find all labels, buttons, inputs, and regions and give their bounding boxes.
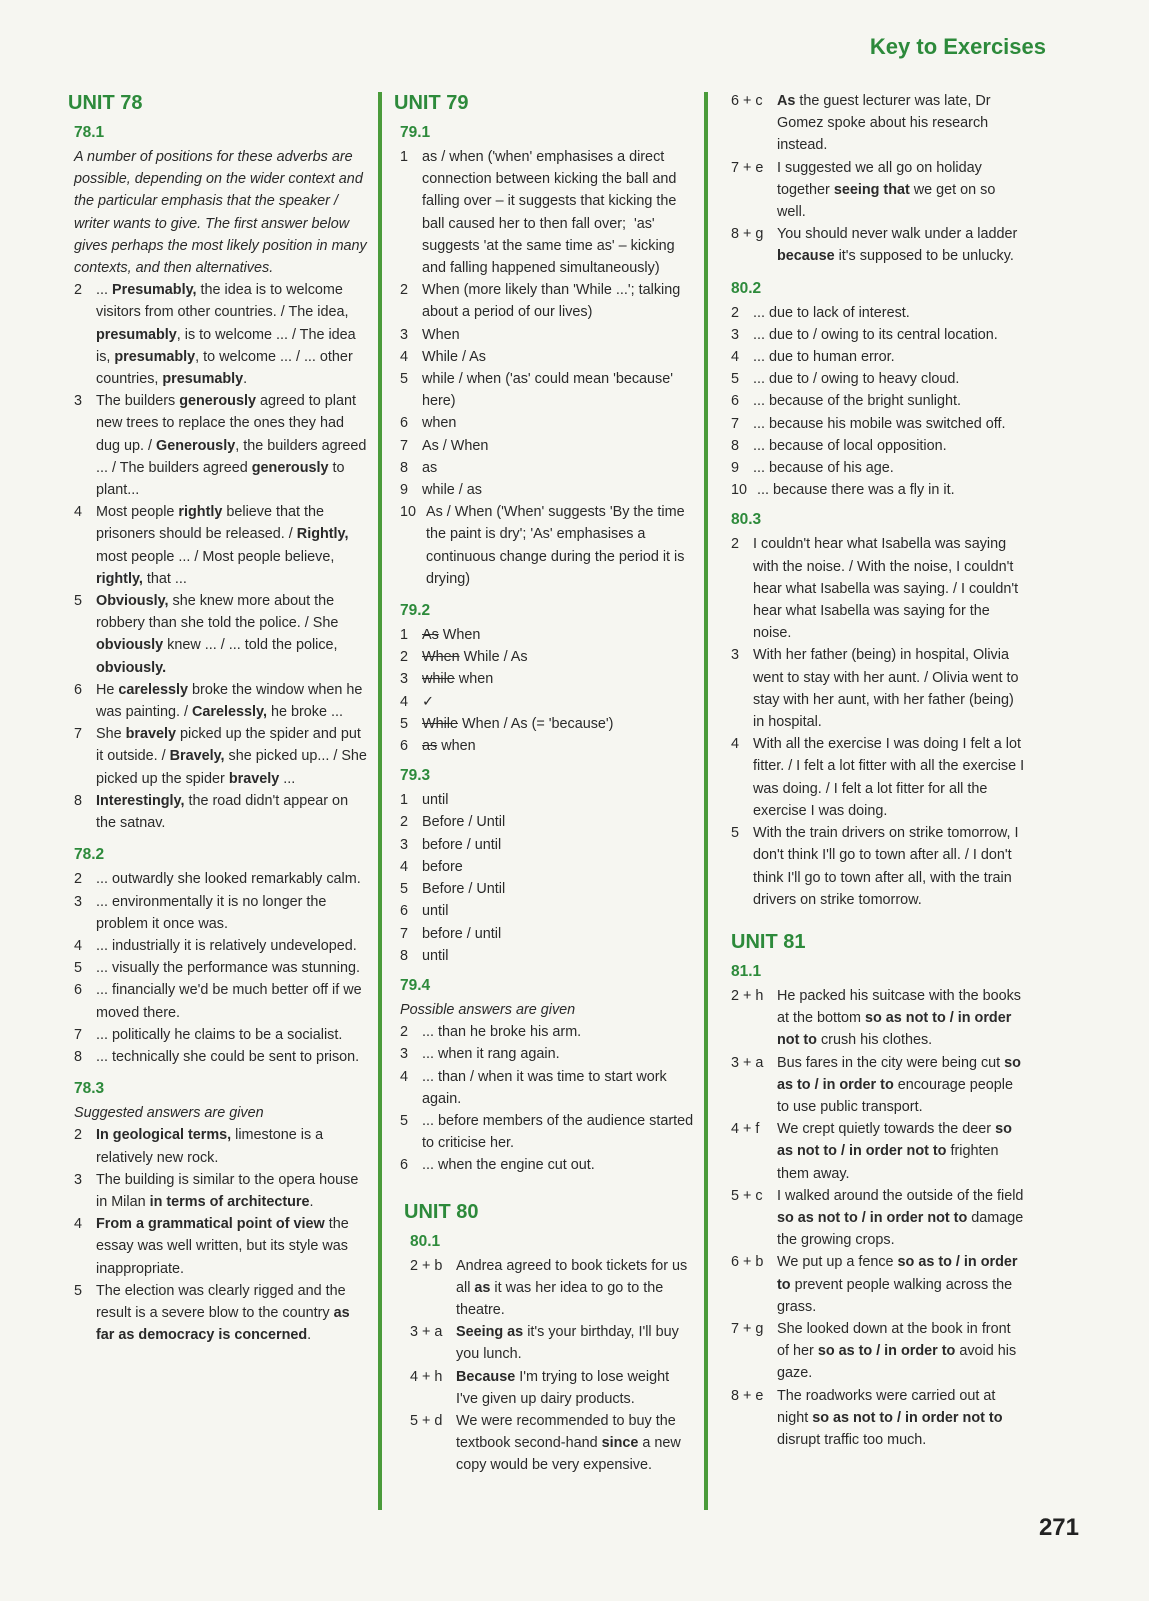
- answer-text: ... Presumably, the idea is to welcome visitors from other countries. / The idea, presumably, is to welcome ... / The idea is, presumably, to welcome ... / ... other countries, presumably.: [96, 282, 356, 388]
- answer-text: Obviously, she knew more about the robbery than she told the police. / She obviously knew ... / ... told the police, obviously.: [96, 593, 339, 676]
- answer-item: [74, 891, 368, 935]
- answer-item: [74, 979, 368, 1023]
- answer-number: 5: [731, 825, 740, 842]
- answer-number: 5: [74, 960, 83, 977]
- answer-item: [74, 390, 368, 501]
- answer-item: [731, 1318, 1025, 1385]
- answer-text: before: [422, 858, 463, 875]
- answer-number: 2: [400, 282, 409, 299]
- answer-item: [731, 302, 1025, 324]
- answer-text: ... due to / owing to heavy cloud.: [753, 371, 960, 388]
- answer-item: [74, 1213, 368, 1280]
- exercise-79-1-answers: [394, 146, 694, 590]
- exercise-79-2-answers: [394, 624, 694, 757]
- unit-79-title: UNIT 79: [394, 92, 469, 114]
- answer-number: 4: [74, 1216, 83, 1233]
- exercise-80-2-answers: [725, 302, 1025, 502]
- exercise-79-3-title: 79.3: [400, 767, 431, 785]
- answer-number: 8: [731, 437, 740, 454]
- answer-item: [400, 878, 694, 900]
- answer-number: 10: [400, 504, 417, 521]
- answer-text: The building is similar to the opera house in Milan in terms of architecture.: [96, 1171, 359, 1210]
- column-divider: [704, 92, 708, 1510]
- exercise-80-3-answers: [725, 533, 1025, 910]
- answer-item: [731, 1185, 1025, 1252]
- answer-item: [400, 668, 694, 690]
- answer-item: [731, 157, 1025, 224]
- exercise-80-1-title: 80.1: [410, 1232, 441, 1250]
- answer-text: As / When ('When' suggests 'By the time the paint is dry'; 'As' emphasises a continuous change during the period it is drying): [426, 504, 685, 587]
- answer-item: [74, 1046, 368, 1068]
- answer-number: 3: [400, 1046, 409, 1063]
- column-divider: [378, 92, 382, 1510]
- answer-item: [400, 1043, 694, 1065]
- answer-text: Before / Until: [422, 814, 506, 831]
- answer-text: ... industrially it is relatively undeveloped.: [96, 937, 357, 954]
- answer-text: until: [422, 947, 449, 964]
- answer-item: [731, 90, 1025, 157]
- answer-item: [731, 413, 1025, 435]
- answer-item: [731, 644, 1025, 733]
- answer-text: until: [422, 792, 449, 809]
- answer-item: [74, 590, 368, 679]
- answer-number: 7: [74, 1026, 83, 1043]
- exercise-81-1-title: 81.1: [731, 962, 762, 980]
- answer-item: [731, 1118, 1025, 1185]
- answer-item: [74, 1024, 368, 1046]
- answer-item: [731, 346, 1025, 368]
- answer-number: 2: [74, 871, 83, 888]
- answer-text: In geological terms, limestone is a relatively new rock.: [96, 1127, 324, 1166]
- answer-number: 5: [731, 371, 740, 388]
- answer-text: We crept quietly towards the deer so as not to / in order not to frighten them away.: [777, 1121, 1012, 1182]
- answer-number: 3: [731, 647, 740, 664]
- answer-text: I walked around the outside of the field so as not to / in order not to damage the growing crops.: [777, 1187, 1024, 1249]
- answer-text: before / until: [422, 836, 502, 853]
- answer-number: 5: [74, 1282, 83, 1299]
- answer-number: 7 + e: [731, 159, 764, 176]
- answer-item: [400, 457, 694, 479]
- answer-number: 2 + h: [731, 987, 764, 1004]
- answer-number: 8: [400, 459, 409, 476]
- exercise-78-2-title: 78.2: [74, 846, 105, 864]
- answer-number: 4 + h: [410, 1368, 443, 1385]
- answer-text: ... due to / owing to its central location.: [753, 326, 998, 343]
- answer-item: [400, 646, 694, 668]
- answer-text: before / until: [422, 925, 502, 942]
- exercise-81-1-answers: [725, 985, 1025, 1451]
- answer-number: 8 + e: [731, 1387, 764, 1404]
- answer-text: We were recommended to buy the textbook second-hand since a new copy would be very expensive.: [456, 1412, 681, 1474]
- answer-number: 5: [400, 371, 409, 388]
- answer-item: [731, 368, 1025, 390]
- exercise-79-4-title: 79.4: [400, 976, 431, 994]
- answer-text: ✓: [422, 693, 435, 710]
- answer-text: as: [422, 459, 438, 476]
- exercise-79-2-title: 79.2: [400, 602, 431, 620]
- answer-item: [400, 368, 694, 412]
- exercise-78-1-title: 78.1: [74, 124, 105, 141]
- answer-number: 6: [731, 393, 740, 410]
- answer-number: 10: [731, 482, 748, 499]
- answer-text: She looked down at the book in front of her so as to / in order to avoid his gaze.: [777, 1320, 1017, 1382]
- answer-number: 9: [731, 460, 740, 477]
- answer-item: [400, 811, 694, 833]
- answer-text: ... financially we'd be much better off if we moved there.: [96, 982, 362, 1021]
- column-3: [725, 90, 1025, 1451]
- answer-item: [74, 679, 368, 723]
- answer-text: when: [422, 415, 457, 432]
- answer-text: With all the exercise I was doing I felt a lot fitter. / I felt a lot fitter with all the exercise I was doing. / I felt a lot fitter for all the exercise I was doing.: [753, 736, 1025, 819]
- answer-text: ... because of the bright sunlight.: [753, 393, 961, 410]
- answer-text: ... before members of the audience started to criticise her.: [422, 1112, 694, 1152]
- answer-item: [731, 733, 1025, 822]
- answer-number: 9: [400, 482, 409, 499]
- answer-item: [400, 1154, 694, 1176]
- answer-text: Because I'm trying to lose weight I've given up dairy products.: [456, 1368, 670, 1407]
- answer-text: As When: [422, 627, 481, 644]
- answer-item: [410, 1410, 694, 1477]
- answer-number: 2: [400, 1024, 409, 1041]
- answer-number: 6: [74, 982, 83, 999]
- answer-number: 4: [400, 348, 409, 365]
- answer-number: 2 + b: [410, 1257, 443, 1274]
- answer-number: 6: [74, 681, 83, 698]
- answer-number: 8: [74, 792, 83, 809]
- answer-text: As / When: [422, 437, 489, 454]
- answer-text: while / when ('as' could mean 'because' here): [422, 371, 673, 410]
- answer-item: [400, 1110, 694, 1154]
- answer-item: [400, 789, 694, 811]
- answer-item: [400, 479, 694, 501]
- answer-text: As the guest lecturer was late, Dr Gomez spoke about his research instead.: [777, 93, 991, 154]
- answer-number: 4: [731, 349, 740, 366]
- answer-text: We put up a fence so as to / in order to prevent people walking across the grass.: [777, 1254, 1018, 1315]
- answer-text: as when: [422, 738, 476, 755]
- answer-number: 8 + g: [731, 226, 764, 243]
- answer-text: ... than he broke his arm.: [422, 1024, 582, 1041]
- unit-78-title: UNIT 78: [68, 92, 143, 114]
- answer-text: ... because his mobile was switched off.: [753, 415, 1006, 432]
- answer-number: 3 + a: [731, 1054, 764, 1071]
- answer-item: [400, 1066, 694, 1110]
- answer-item: [731, 223, 1025, 267]
- answer-text: while when: [422, 671, 494, 688]
- answer-text: Seeing as it's your birthday, I'll buy you lunch.: [456, 1324, 679, 1363]
- exercise-79-3-answers: [394, 789, 694, 967]
- answer-item: [731, 324, 1025, 346]
- answer-item: [400, 412, 694, 434]
- answer-item: [400, 713, 694, 735]
- answer-item: [74, 868, 368, 890]
- page-number: 271: [1038, 1514, 1079, 1541]
- answer-text: He packed his suitcase with the books at the bottom so as not to / in order not to crush his clothes.: [777, 987, 1021, 1049]
- exercise-80-1-answers-part-1: [404, 1255, 694, 1477]
- exercise-80-2-title: 80.2: [731, 279, 762, 297]
- answer-number: 4: [400, 858, 409, 875]
- exercise-78-1-note: A number of positions for these adverbs are possible, depending on the wider context and the particular emphasis that the speaker / writer wants to give. The first answer below gives perhaps the most likely position in many contexts, and then alternatives.: [74, 149, 367, 277]
- answer-number: 6 + c: [731, 93, 763, 109]
- answer-text: When: [422, 326, 460, 343]
- exercise-78-1-answers: [68, 279, 368, 834]
- answer-text: ... environmentally it is no longer the problem it once was.: [96, 893, 327, 932]
- answer-item: [400, 435, 694, 457]
- answer-text: Bus fares in the city were being cut so as to / in order to encourage people to use public transport.: [777, 1054, 1021, 1115]
- answer-number: 3: [74, 893, 83, 910]
- answer-text: Andrea agreed to book tickets for us all as it was her idea to go to the theatre.: [456, 1257, 688, 1318]
- answer-text: ... politically he claims to be a socialist.: [96, 1026, 343, 1043]
- answer-item: [400, 834, 694, 856]
- answer-number: 7: [400, 925, 409, 942]
- answer-number: 1: [400, 627, 409, 644]
- column-1: [68, 90, 368, 1346]
- answer-item: [731, 390, 1025, 412]
- answer-number: 3: [400, 671, 409, 688]
- answer-item: [74, 723, 368, 790]
- exercise-79-1-title: 79.1: [400, 124, 431, 141]
- answer-item: [410, 1321, 694, 1365]
- answer-text: ... due to lack of interest.: [753, 304, 910, 321]
- answer-number: 2: [74, 1127, 83, 1144]
- answer-number: 1: [400, 149, 409, 165]
- answer-number: 2: [74, 282, 83, 299]
- answer-number: 4: [74, 937, 83, 954]
- exercise-79-4-answers: [394, 1021, 694, 1176]
- answer-item: [400, 624, 694, 646]
- answer-item: [74, 1280, 368, 1347]
- answer-number: 8: [74, 1048, 83, 1065]
- answer-item: [400, 900, 694, 922]
- answer-number: 5 + d: [410, 1412, 443, 1429]
- answer-text: I suggested we all go on holiday together seeing that we get on so well.: [777, 159, 996, 221]
- exercise-78-3-answers: [68, 1124, 368, 1346]
- answer-item: [400, 279, 694, 323]
- answer-text: ... due to human error.: [753, 349, 895, 366]
- answer-item: [74, 1124, 368, 1168]
- column-2: [394, 90, 694, 1477]
- answer-item: [74, 957, 368, 979]
- answer-item: [731, 1385, 1025, 1452]
- answer-number: 6: [400, 415, 409, 432]
- answer-item: [74, 935, 368, 957]
- answer-number: 6 + b: [731, 1254, 764, 1271]
- answer-text: When While / As: [422, 649, 528, 666]
- answer-number: 3: [731, 326, 740, 343]
- exercise-80-3-title: 80.3: [731, 511, 762, 529]
- exercise-78-3-title: 78.3: [74, 1080, 105, 1098]
- answer-number: 4: [731, 736, 740, 753]
- answer-text: The builders generously agreed to plant new trees to replace the ones they had dug up. / Generously, the builders agreed ... / The builders agreed generously to plant...: [96, 393, 367, 499]
- answer-item: [731, 985, 1025, 1052]
- answer-number: 4: [400, 1068, 409, 1085]
- answer-text: He carelessly broke the window when he was painting. / Carelessly, he broke ...: [96, 681, 363, 721]
- answer-number: 8: [400, 947, 409, 964]
- answer-number: 2: [400, 649, 409, 666]
- unit-80-title: UNIT 80: [404, 1200, 479, 1223]
- answer-item: [400, 501, 694, 590]
- answer-text: With the train drivers on strike tomorrow, I don't think I'll go to town after all. / I don't think I'll go to town after all, with the train drivers on strike tomorrow.: [753, 825, 1019, 908]
- answer-number: 6: [400, 903, 409, 920]
- answer-text: She bravely picked up the spider and put it outside. / Bravely, she picked up... / She picked up the spider bravely ...: [96, 726, 367, 787]
- page-title: Key to Exercises: [869, 34, 1046, 59]
- answer-item: [74, 501, 368, 590]
- answer-item: [400, 324, 694, 346]
- answer-item: [400, 735, 694, 757]
- answer-text: The election was clearly rigged and the result is a severe blow to the country as far as democracy is concerned.: [96, 1282, 350, 1344]
- answer-number: 2: [731, 304, 740, 321]
- answer-text: ... because there was a fly in it.: [757, 482, 955, 499]
- answer-text: With her father (being) in hospital, Olivia went to stay with her aunt. / Olivia went to stay with her aunt, with her father (being) in hospital.: [753, 647, 1019, 731]
- answer-item: [400, 856, 694, 878]
- answer-item: [731, 457, 1025, 479]
- answer-text: until: [422, 903, 449, 920]
- answer-text: ... outwardly she looked remarkably calm.: [96, 871, 361, 888]
- answer-item: [400, 1021, 694, 1043]
- answer-text: ... when the engine cut out.: [422, 1157, 595, 1174]
- answer-text: Before / Until: [422, 881, 506, 898]
- answer-number: 5: [400, 881, 409, 898]
- answer-number: 5: [74, 593, 83, 610]
- answer-number: 3: [400, 836, 409, 853]
- answer-number: 4: [74, 504, 83, 521]
- answer-text: Interestingly, the road didn't appear on the satnav.: [96, 792, 349, 832]
- exercise-79-4-note: Possible answers are given: [400, 1001, 576, 1018]
- answer-number: 1: [400, 792, 409, 809]
- answer-item: [400, 923, 694, 945]
- answer-item: [731, 533, 1025, 644]
- answer-item: [74, 279, 368, 390]
- answer-item: [74, 1169, 368, 1213]
- answer-item: [400, 945, 694, 967]
- answer-item: [74, 790, 368, 834]
- answer-number: 4 + f: [731, 1121, 760, 1138]
- answer-text: You should never walk under a ladder because it's supposed to be unlucky.: [777, 226, 1018, 265]
- answer-text: ... than / when it was time to start work again.: [422, 1068, 667, 1107]
- answer-text: While When / As (= 'because'): [422, 715, 614, 732]
- answer-number: 5: [400, 715, 409, 732]
- answer-text: I couldn't hear what Isabella was saying with the noise. / With the noise, I couldn't hear what Isabella was saying. / I couldn't hear what Isabella was saying for the noise.: [753, 536, 1019, 642]
- answer-text: while / as: [422, 482, 482, 499]
- unit-81-title: UNIT 81: [731, 930, 806, 953]
- answer-item: [410, 1255, 694, 1322]
- answer-number: 7 + g: [731, 1320, 764, 1337]
- answer-number: 6: [400, 738, 409, 755]
- answer-item: [410, 1366, 694, 1410]
- answer-text: ... visually the performance was stunning.: [96, 960, 360, 977]
- answer-number: 3: [400, 326, 409, 343]
- answer-text: ... technically she could be sent to prison.: [96, 1048, 360, 1065]
- answer-number: 2: [400, 814, 409, 831]
- answer-number: 7: [74, 726, 83, 743]
- answer-item: [400, 691, 694, 713]
- answer-text: as / when ('when' emphasises a direct connection between kicking the ball and falling over – it suggests that kicking the ball caused her to then fall over; 'as' suggests 'at the same time as' – kicking and falling happened simultaneously): [422, 149, 677, 277]
- answer-item: [400, 346, 694, 368]
- answer-item: [400, 146, 694, 279]
- answer-number: 5: [400, 1112, 409, 1129]
- answer-number: 3 + a: [410, 1324, 443, 1341]
- answer-number: 4: [400, 693, 409, 710]
- answer-item: [731, 822, 1025, 911]
- answer-item: [731, 435, 1025, 457]
- exercise-80-1-answers-part-2: [725, 90, 1025, 268]
- exercise-78-2-answers: [68, 868, 368, 1068]
- answer-text: Most people rightly believe that the prisoners should be released. / Rightly, most people ... / Most people believe, rightly, that ...: [96, 504, 349, 587]
- answer-item: [731, 1052, 1025, 1119]
- answer-text: ... because of his age.: [753, 460, 894, 477]
- answer-item: [731, 1251, 1025, 1318]
- answer-item: [731, 479, 1025, 501]
- answer-number: 5 + c: [731, 1187, 763, 1204]
- answer-text: From a grammatical point of view the essay was well written, but its style was inappropriate.: [96, 1216, 349, 1277]
- answer-number: 2: [731, 536, 740, 553]
- answer-number: 6: [400, 1157, 409, 1174]
- answer-number: 3: [74, 393, 83, 410]
- answer-text: ... because of local opposition.: [753, 437, 947, 454]
- answer-number: 3: [74, 1171, 83, 1188]
- answer-text: The roadworks were carried out at night so as not to / in order not to disrupt traffic too much.: [777, 1387, 1003, 1448]
- answer-text: While / As: [422, 348, 486, 365]
- answer-text: When (more likely than 'While ...'; talking about a period of our lives): [422, 282, 681, 321]
- answer-text: ... when it rang again.: [422, 1046, 560, 1063]
- answer-number: 7: [400, 437, 409, 454]
- answer-number: 7: [731, 415, 740, 432]
- exercise-78-3-note: Suggested answers are given: [74, 1105, 264, 1122]
